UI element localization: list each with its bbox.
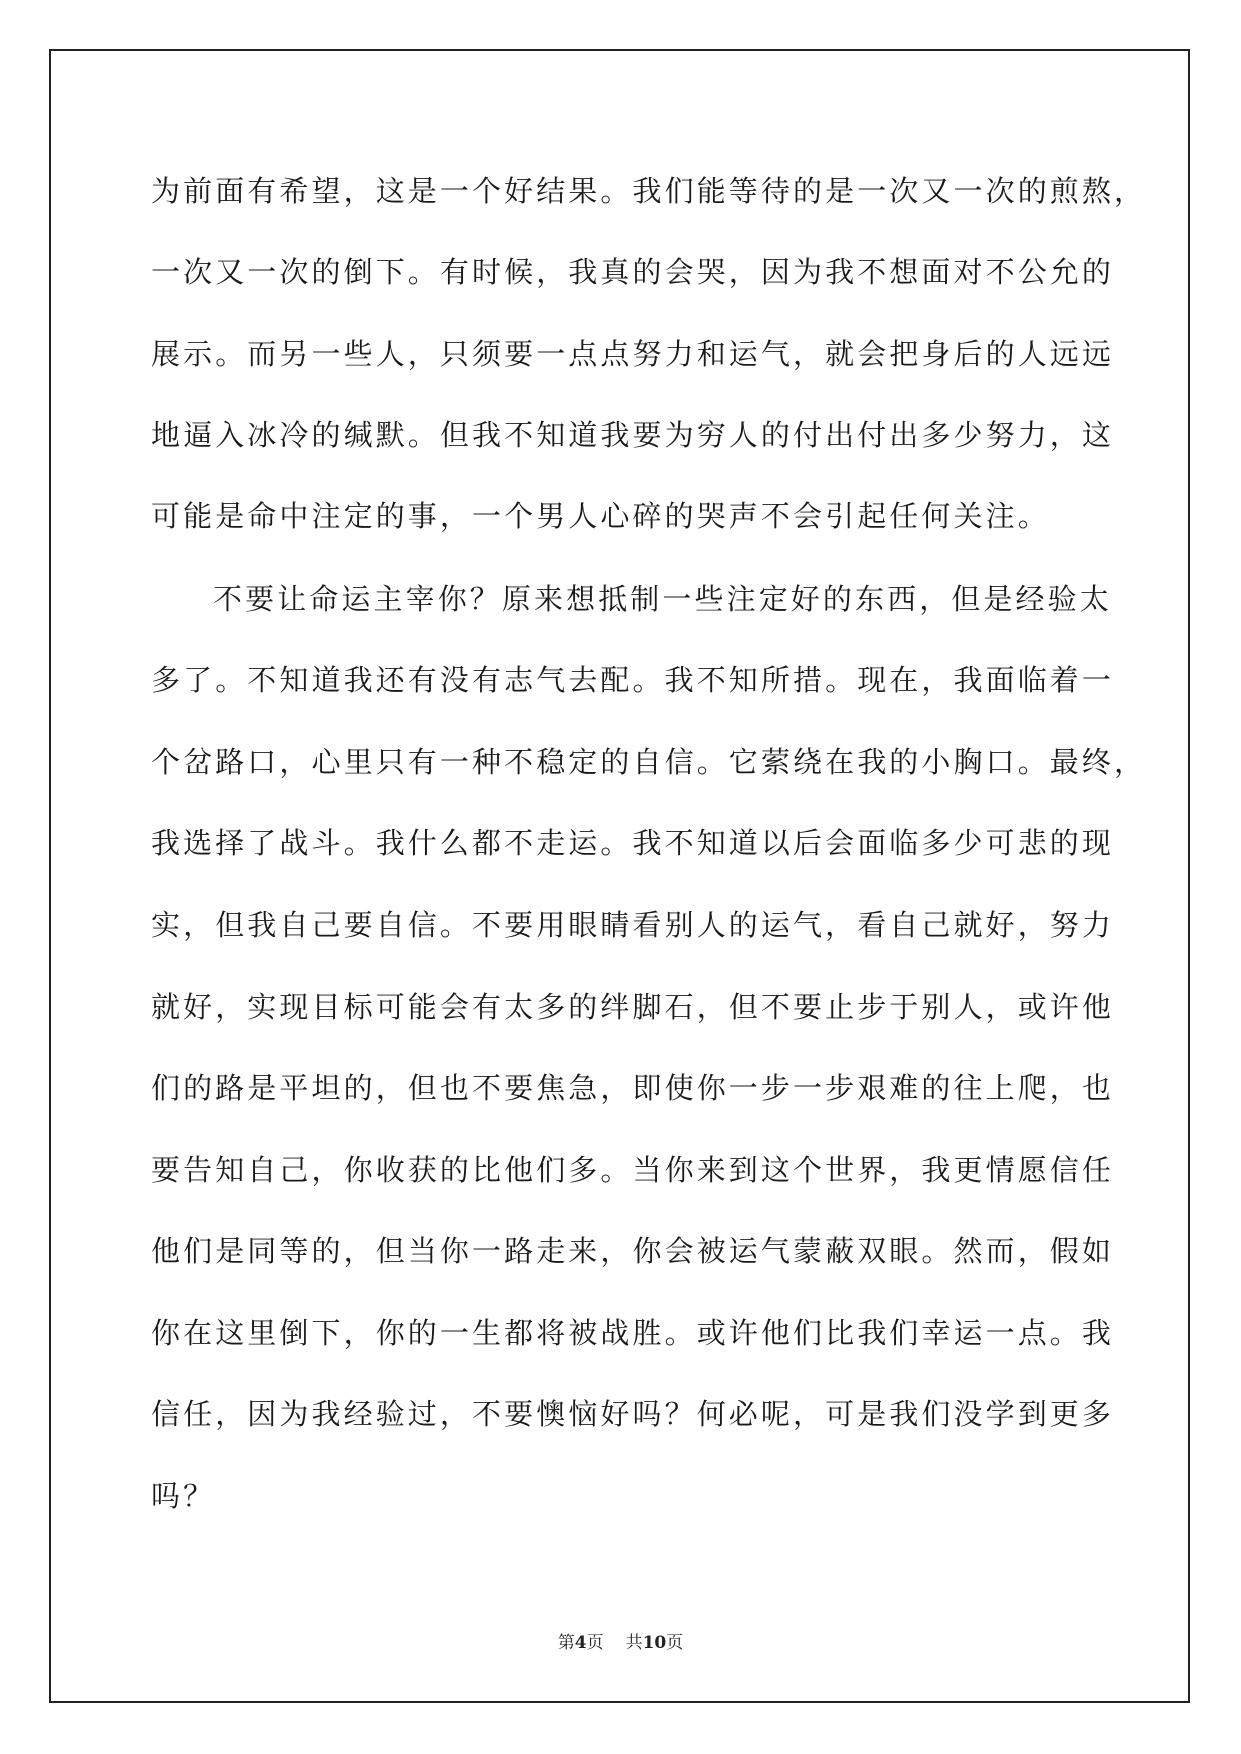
text-line: 要告知自己，你收获的比他们多。当你来到这个世界，我更情愿信任 [151, 1153, 1115, 1187]
text-line: 他们是同等的，但当你一路走来，你会被运气蒙蔽双眼。然而，假如 [151, 1234, 1115, 1268]
total-prefix: 共 [625, 1633, 643, 1653]
text-line: 就好，实现目标可能会有太多的绊脚石，但不要止步于别人，或许他 [151, 990, 1115, 1024]
page-prefix: 第 [557, 1633, 575, 1653]
text-line: 你在这里倒下，你的一生都将被战胜。或许他们比我们幸运一点。我 [151, 1316, 1115, 1350]
text-line: 多了。不知道我还有没有志气去配。我不知所措。现在，我面临着一 [151, 663, 1115, 697]
page-number: 4 [574, 1633, 587, 1653]
page-border [49, 49, 1190, 1703]
text-line: 一次又一次的倒下。有时候，我真的会哭，因为我不想面对不公允的 [151, 255, 1115, 289]
page-total: 10 [642, 1633, 667, 1653]
text-line: 吗？ [151, 1479, 216, 1513]
text-line: 可能是命中注定的事，一个男人心碎的哭声不会引起任何关注。 [151, 499, 1050, 533]
page-footer [0, 1628, 1241, 1653]
text-line: 地逼入冰冷的缄默。但我不知道我要为穷人的付出付出多少努力，这 [151, 418, 1115, 452]
text-line: 展示。而另一些人，只须要一点点努力和运气，就会把身后的人远远 [151, 337, 1115, 371]
page-suffix: 页 [586, 1633, 604, 1653]
paragraph-start-line: 不要让命运主宰你？原来想抵制一些注定好的东西，但是经验太 [213, 582, 1112, 616]
text-line: 个岔路口，心里只有一种不稳定的自信。它萦绕在我的小胸口。最终， [151, 745, 1147, 779]
text-line: 我选择了战斗。我什么都不走运。我不知道以后会面临多少可悲的现 [151, 826, 1115, 860]
text-line: 为前面有希望，这是一个好结果。我们能等待的是一次又一次的煎熬， [151, 174, 1147, 208]
text-line: 信任，因为我经验过，不要懊恼好吗？何必呢，可是我们没学到更多 [151, 1397, 1115, 1431]
total-suffix: 页 [666, 1633, 684, 1653]
text-line: 实，但我自己要自信。不要用眼睛看别人的运气，看自己就好，努力 [151, 908, 1115, 942]
text-line: 们的路是平坦的，但也不要焦急，即使你一步一步艰难的往上爬，也 [151, 1071, 1115, 1105]
